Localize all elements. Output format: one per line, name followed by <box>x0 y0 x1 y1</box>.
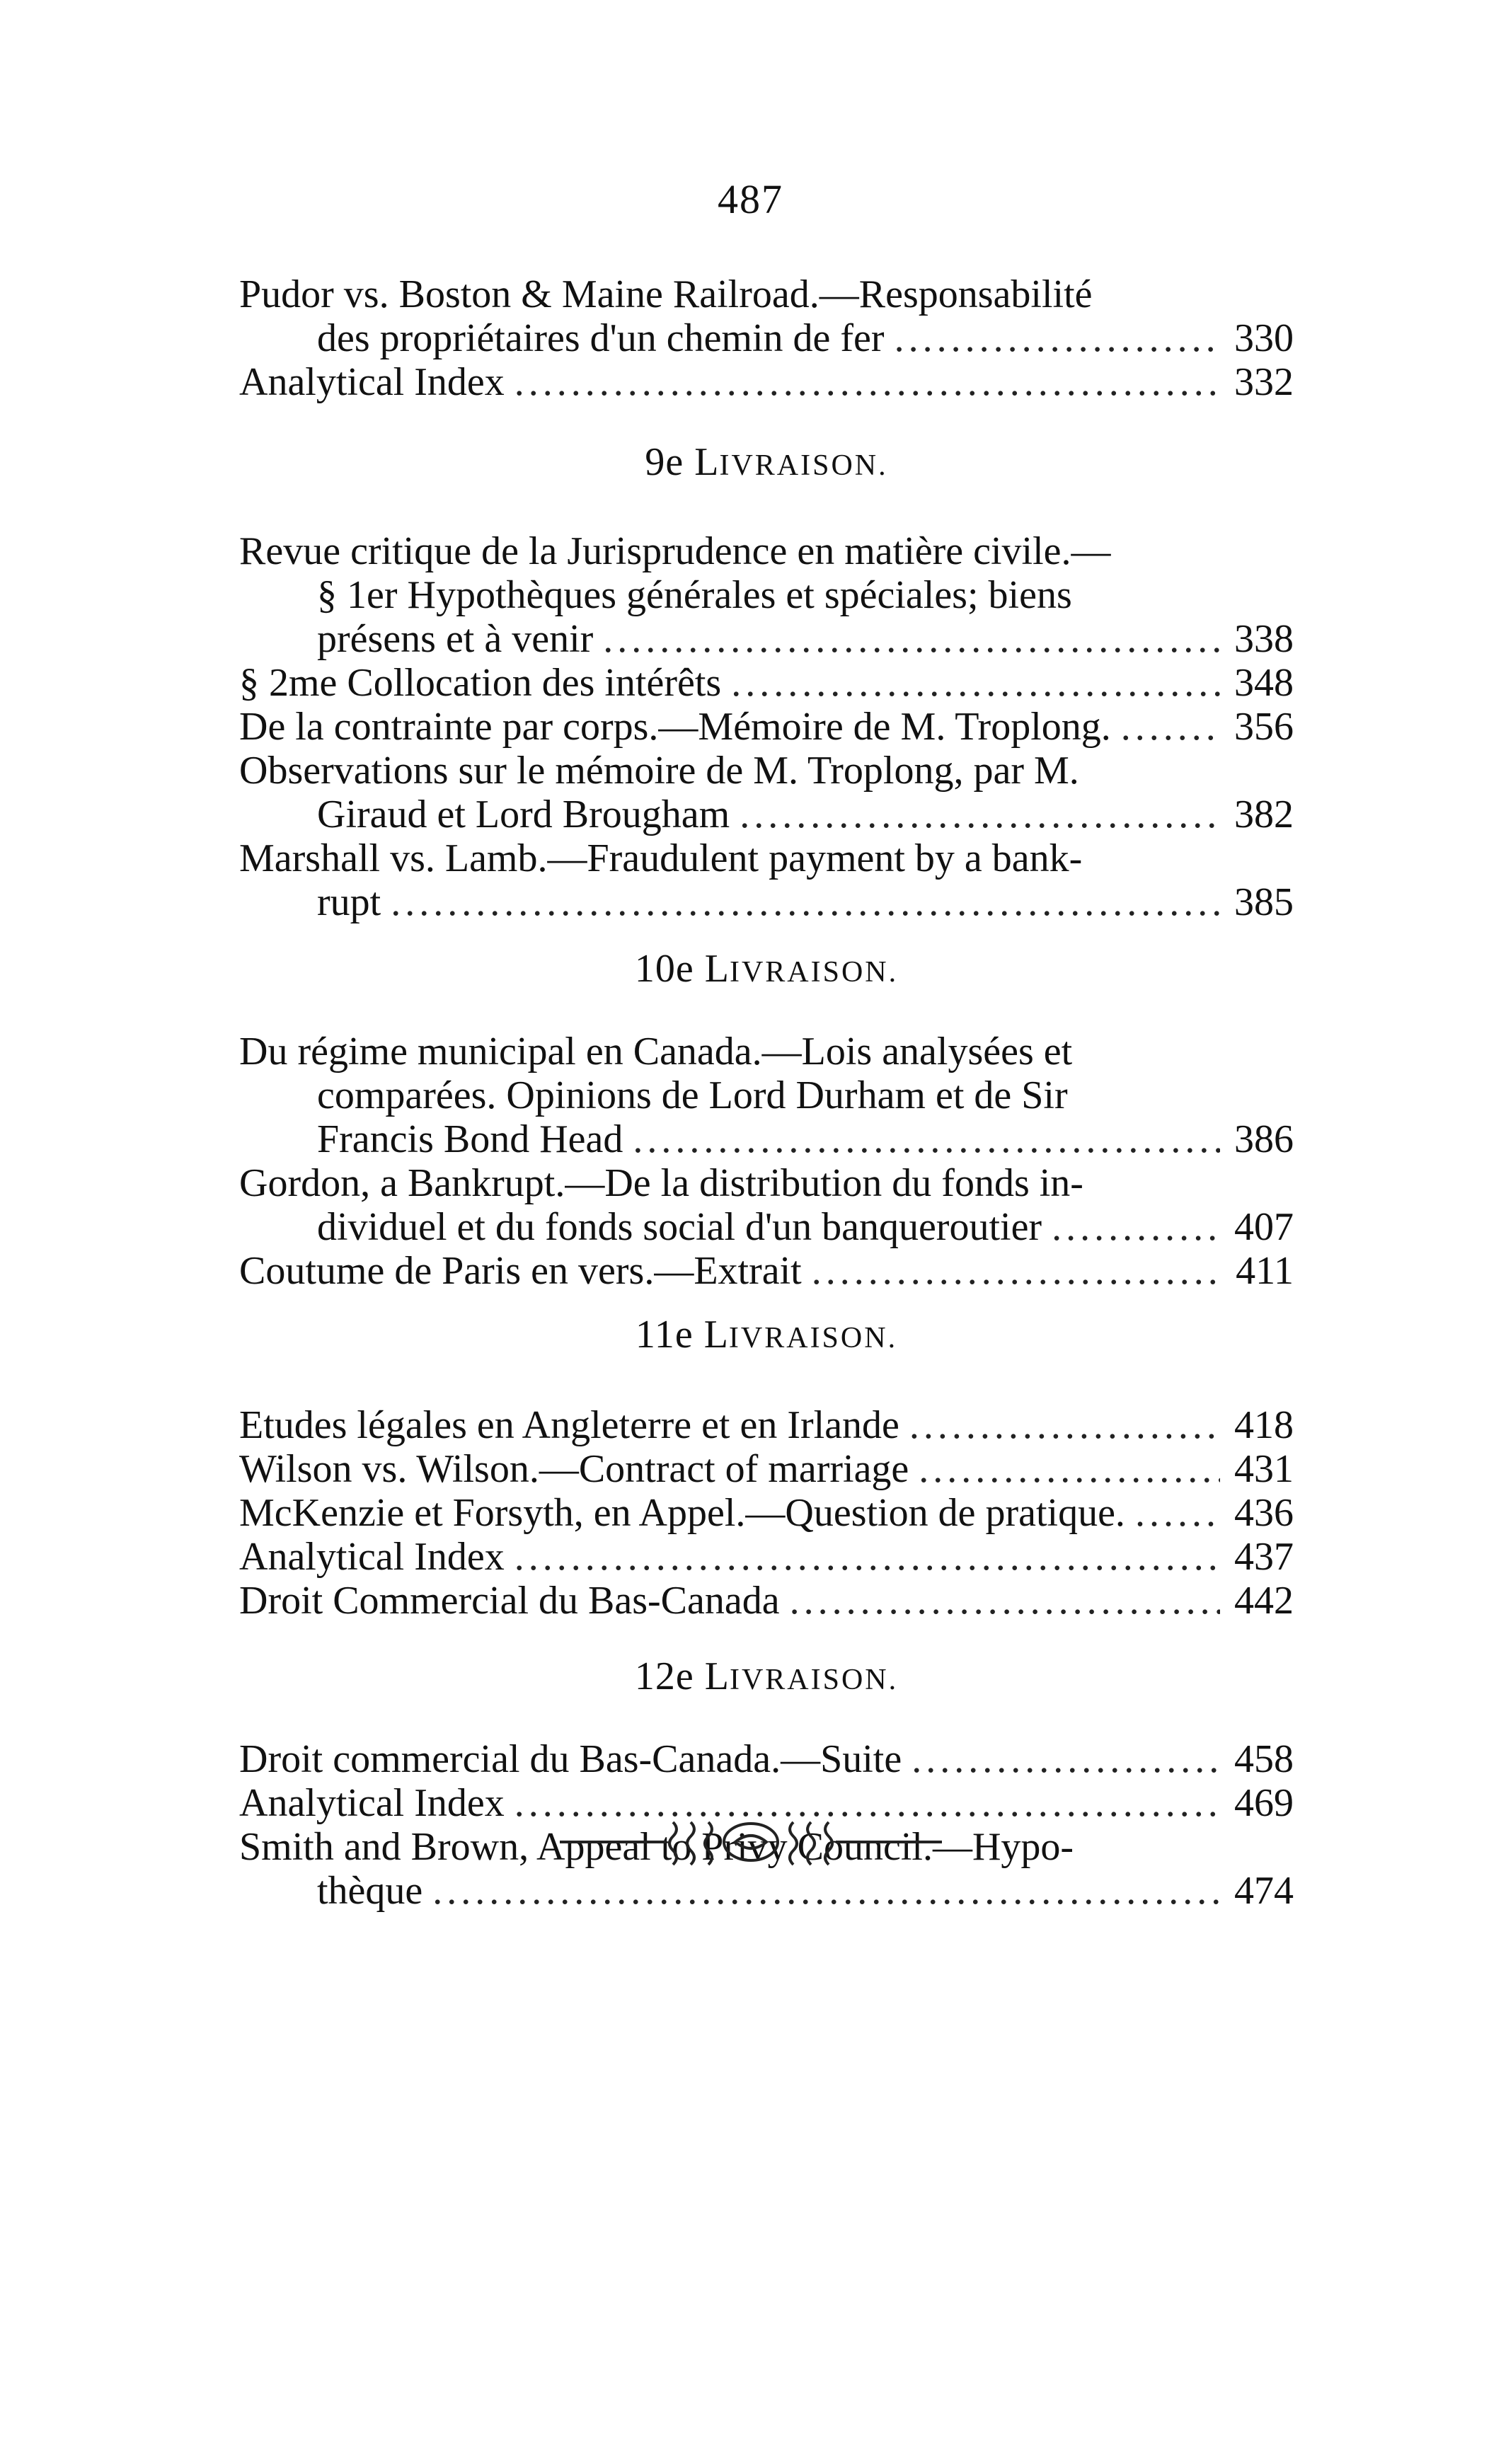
toc-entry-text: Coutume de Paris en vers.—Extrait <box>239 1249 802 1293</box>
toc-block-1 <box>239 272 1294 404</box>
section-heading-10 <box>239 947 1294 994</box>
toc-entry-text: Droit commercial du Bas-Canada.—Suite <box>239 1737 902 1781</box>
dot-leader <box>790 1579 1220 1623</box>
toc-entry-text: présens et à venir <box>317 617 594 661</box>
toc-entry-page-number: 407 <box>1234 1205 1294 1249</box>
toc-block-10 <box>239 1030 1294 1293</box>
toc-entry-title-line <box>239 1579 1294 1623</box>
toc-entry-text: Analytical Index <box>239 1535 505 1579</box>
toc-entry-title-line <box>239 1249 1294 1293</box>
toc-entry-page-number: 411 <box>1236 1249 1294 1293</box>
section-title: 9e LIVRAISON. <box>645 440 888 484</box>
toc-entry-text: rupt <box>317 880 381 924</box>
toc-entry-text: Gordon, a Bankrupt.—De la distribution du fonds in- <box>239 1161 1083 1205</box>
toc-entry-text: comparées. Opinions de Lord Durham et de Sir <box>317 1073 1068 1117</box>
toc-entry-continuation-line <box>239 1073 1294 1117</box>
toc-entry-continuation-line <box>239 617 1294 661</box>
toc-entry-text: Smith and Brown, Appeal to Privy Council.—Hypo- <box>239 1825 1074 1869</box>
section-title: 12e LIVRAISON. <box>634 1654 899 1698</box>
dot-leader <box>514 1535 1220 1579</box>
toc-entry-title-line <box>239 661 1294 705</box>
toc-entry <box>239 1403 1294 1447</box>
toc-entry-page-number: 330 <box>1234 316 1294 360</box>
section-heading-11 <box>239 1313 1294 1360</box>
toc-entry-title-line <box>239 1535 1294 1579</box>
toc-entry-text: Revue critique de la Jurisprudence en matière civile.— <box>239 529 1111 573</box>
toc-entry-continuation-line <box>239 793 1294 836</box>
dot-leader <box>731 661 1220 705</box>
toc-entry-title-line <box>239 1030 1294 1073</box>
toc-entry-page-number: 385 <box>1234 880 1294 924</box>
page-number: 487 <box>718 176 783 222</box>
toc-entry-title-line <box>239 272 1294 316</box>
toc-entry-text: Francis Bond Head <box>317 1117 623 1161</box>
dot-leader <box>603 617 1220 661</box>
toc-entry <box>239 1161 1294 1249</box>
toc-entry-page-number: 469 <box>1234 1781 1294 1825</box>
toc-entry-page-number: 338 <box>1234 617 1294 661</box>
dot-leader <box>391 880 1220 924</box>
toc-entry-page-number: 474 <box>1234 1869 1294 1913</box>
dot-leader <box>1052 1205 1220 1249</box>
toc-entry <box>239 749 1294 836</box>
toc-entry-page-number: 382 <box>1234 793 1294 836</box>
toc-entry-text: Du régime municipal en Canada.—Lois analysées et <box>239 1030 1073 1073</box>
toc-entry-page-number: 348 <box>1234 661 1294 705</box>
toc-entry-page-number: 356 <box>1234 705 1294 749</box>
toc-block-9 <box>239 529 1294 924</box>
toc-entry-continuation-line <box>239 1117 1294 1161</box>
toc-entry-page-number: 437 <box>1234 1535 1294 1579</box>
toc-entry-page-number: 458 <box>1234 1737 1294 1781</box>
toc-entry-text: thèque <box>317 1869 423 1913</box>
toc-entry-page-number: 386 <box>1234 1117 1294 1161</box>
toc-entry-continuation-line <box>239 880 1294 924</box>
toc-entry-text: Observations sur le mémoire de M. Troplong, par M. <box>239 749 1079 793</box>
toc-entry <box>239 836 1294 924</box>
toc-entry-text: § 2me Collocation des intérêts <box>239 661 722 705</box>
toc-entry-text: De la contrainte par corps.—Mémoire de M. Troplong. <box>239 705 1111 749</box>
dot-leader <box>812 1249 1220 1293</box>
toc-entry <box>239 529 1294 661</box>
toc-entry-continuation-line <box>239 1205 1294 1249</box>
dot-leader <box>633 1117 1220 1161</box>
toc-entry-page-number: 431 <box>1234 1447 1294 1491</box>
toc-entry-page-number: 442 <box>1234 1579 1294 1623</box>
toc-entry-title-line <box>239 1737 1294 1781</box>
dot-leader <box>911 1737 1220 1781</box>
dot-leader <box>1121 705 1220 749</box>
dot-leader <box>740 793 1220 836</box>
toc-entry-title-line <box>239 1491 1294 1535</box>
toc-entry <box>239 1737 1294 1781</box>
toc-entry-title-line <box>239 1447 1294 1491</box>
toc-entry-text: Marshall vs. Lamb.—Fraudulent payment by a bank- <box>239 836 1083 880</box>
toc-entry <box>239 360 1294 404</box>
toc-entry <box>239 272 1294 360</box>
tailpiece-ornament-svg <box>553 1808 949 1872</box>
toc-entry-title-line <box>239 360 1294 404</box>
toc-entry-title-line <box>239 1161 1294 1205</box>
toc-entry-title-line <box>239 705 1294 749</box>
toc-block-11 <box>239 1403 1294 1623</box>
toc-entry <box>239 1030 1294 1161</box>
section-heading-12 <box>239 1654 1294 1702</box>
toc-entry <box>239 1579 1294 1623</box>
toc-entry <box>239 661 1294 705</box>
toc-entry-title-line <box>239 529 1294 573</box>
dot-leader <box>1135 1491 1220 1535</box>
toc-entry-title-line <box>239 836 1294 880</box>
toc-entry-text: Droit Commercial du Bas-Canada <box>239 1579 780 1623</box>
toc-entry-page-number: 418 <box>1234 1403 1294 1447</box>
toc-entry-text: dividuel et du fonds social d'un banqueroutier <box>317 1205 1042 1249</box>
toc-entry <box>239 1447 1294 1491</box>
toc-entry-text: Analytical Index <box>239 1781 505 1825</box>
toc-entry-title-line <box>239 1403 1294 1447</box>
section-title: 10e LIVRAISON. <box>634 947 899 991</box>
toc-entry-text: § 1er Hypothèques générales et spéciales; biens <box>317 573 1072 617</box>
toc-entry-continuation-line <box>239 573 1294 617</box>
toc-entry-title-line <box>239 749 1294 793</box>
toc-entry-text: Etudes légales en Angleterre et en Irlande <box>239 1403 899 1447</box>
toc-entry-text: Analytical Index <box>239 360 505 404</box>
dot-leader <box>919 1447 1220 1491</box>
section-title: 11e LIVRAISON. <box>635 1313 898 1357</box>
toc-entry-text: McKenzie et Forsyth, en Appel.—Question de pratique. <box>239 1491 1125 1535</box>
toc-entry <box>239 1491 1294 1535</box>
toc-entry-page-number: 332 <box>1234 360 1294 404</box>
toc-entry-text: Pudor vs. Boston & Maine Railroad.—Responsabilité <box>239 272 1093 316</box>
tailpiece-ornament-icon <box>0 1808 1501 1882</box>
toc-entry-text: Giraud et Lord Brougham <box>317 793 730 836</box>
toc-entry-page-number: 436 <box>1234 1491 1294 1535</box>
dot-leader <box>895 316 1220 360</box>
toc-entry <box>239 705 1294 749</box>
toc-entry-continuation-line <box>239 316 1294 360</box>
toc-entry <box>239 1535 1294 1579</box>
toc-entry <box>239 1249 1294 1293</box>
dot-leader <box>909 1403 1220 1447</box>
toc-entry-text: des propriétaires d'un chemin de fer <box>317 316 885 360</box>
section-heading-9 <box>239 440 1294 488</box>
dot-leader <box>514 360 1220 404</box>
toc-entry-text: Wilson vs. Wilson.—Contract of marriage <box>239 1447 909 1491</box>
